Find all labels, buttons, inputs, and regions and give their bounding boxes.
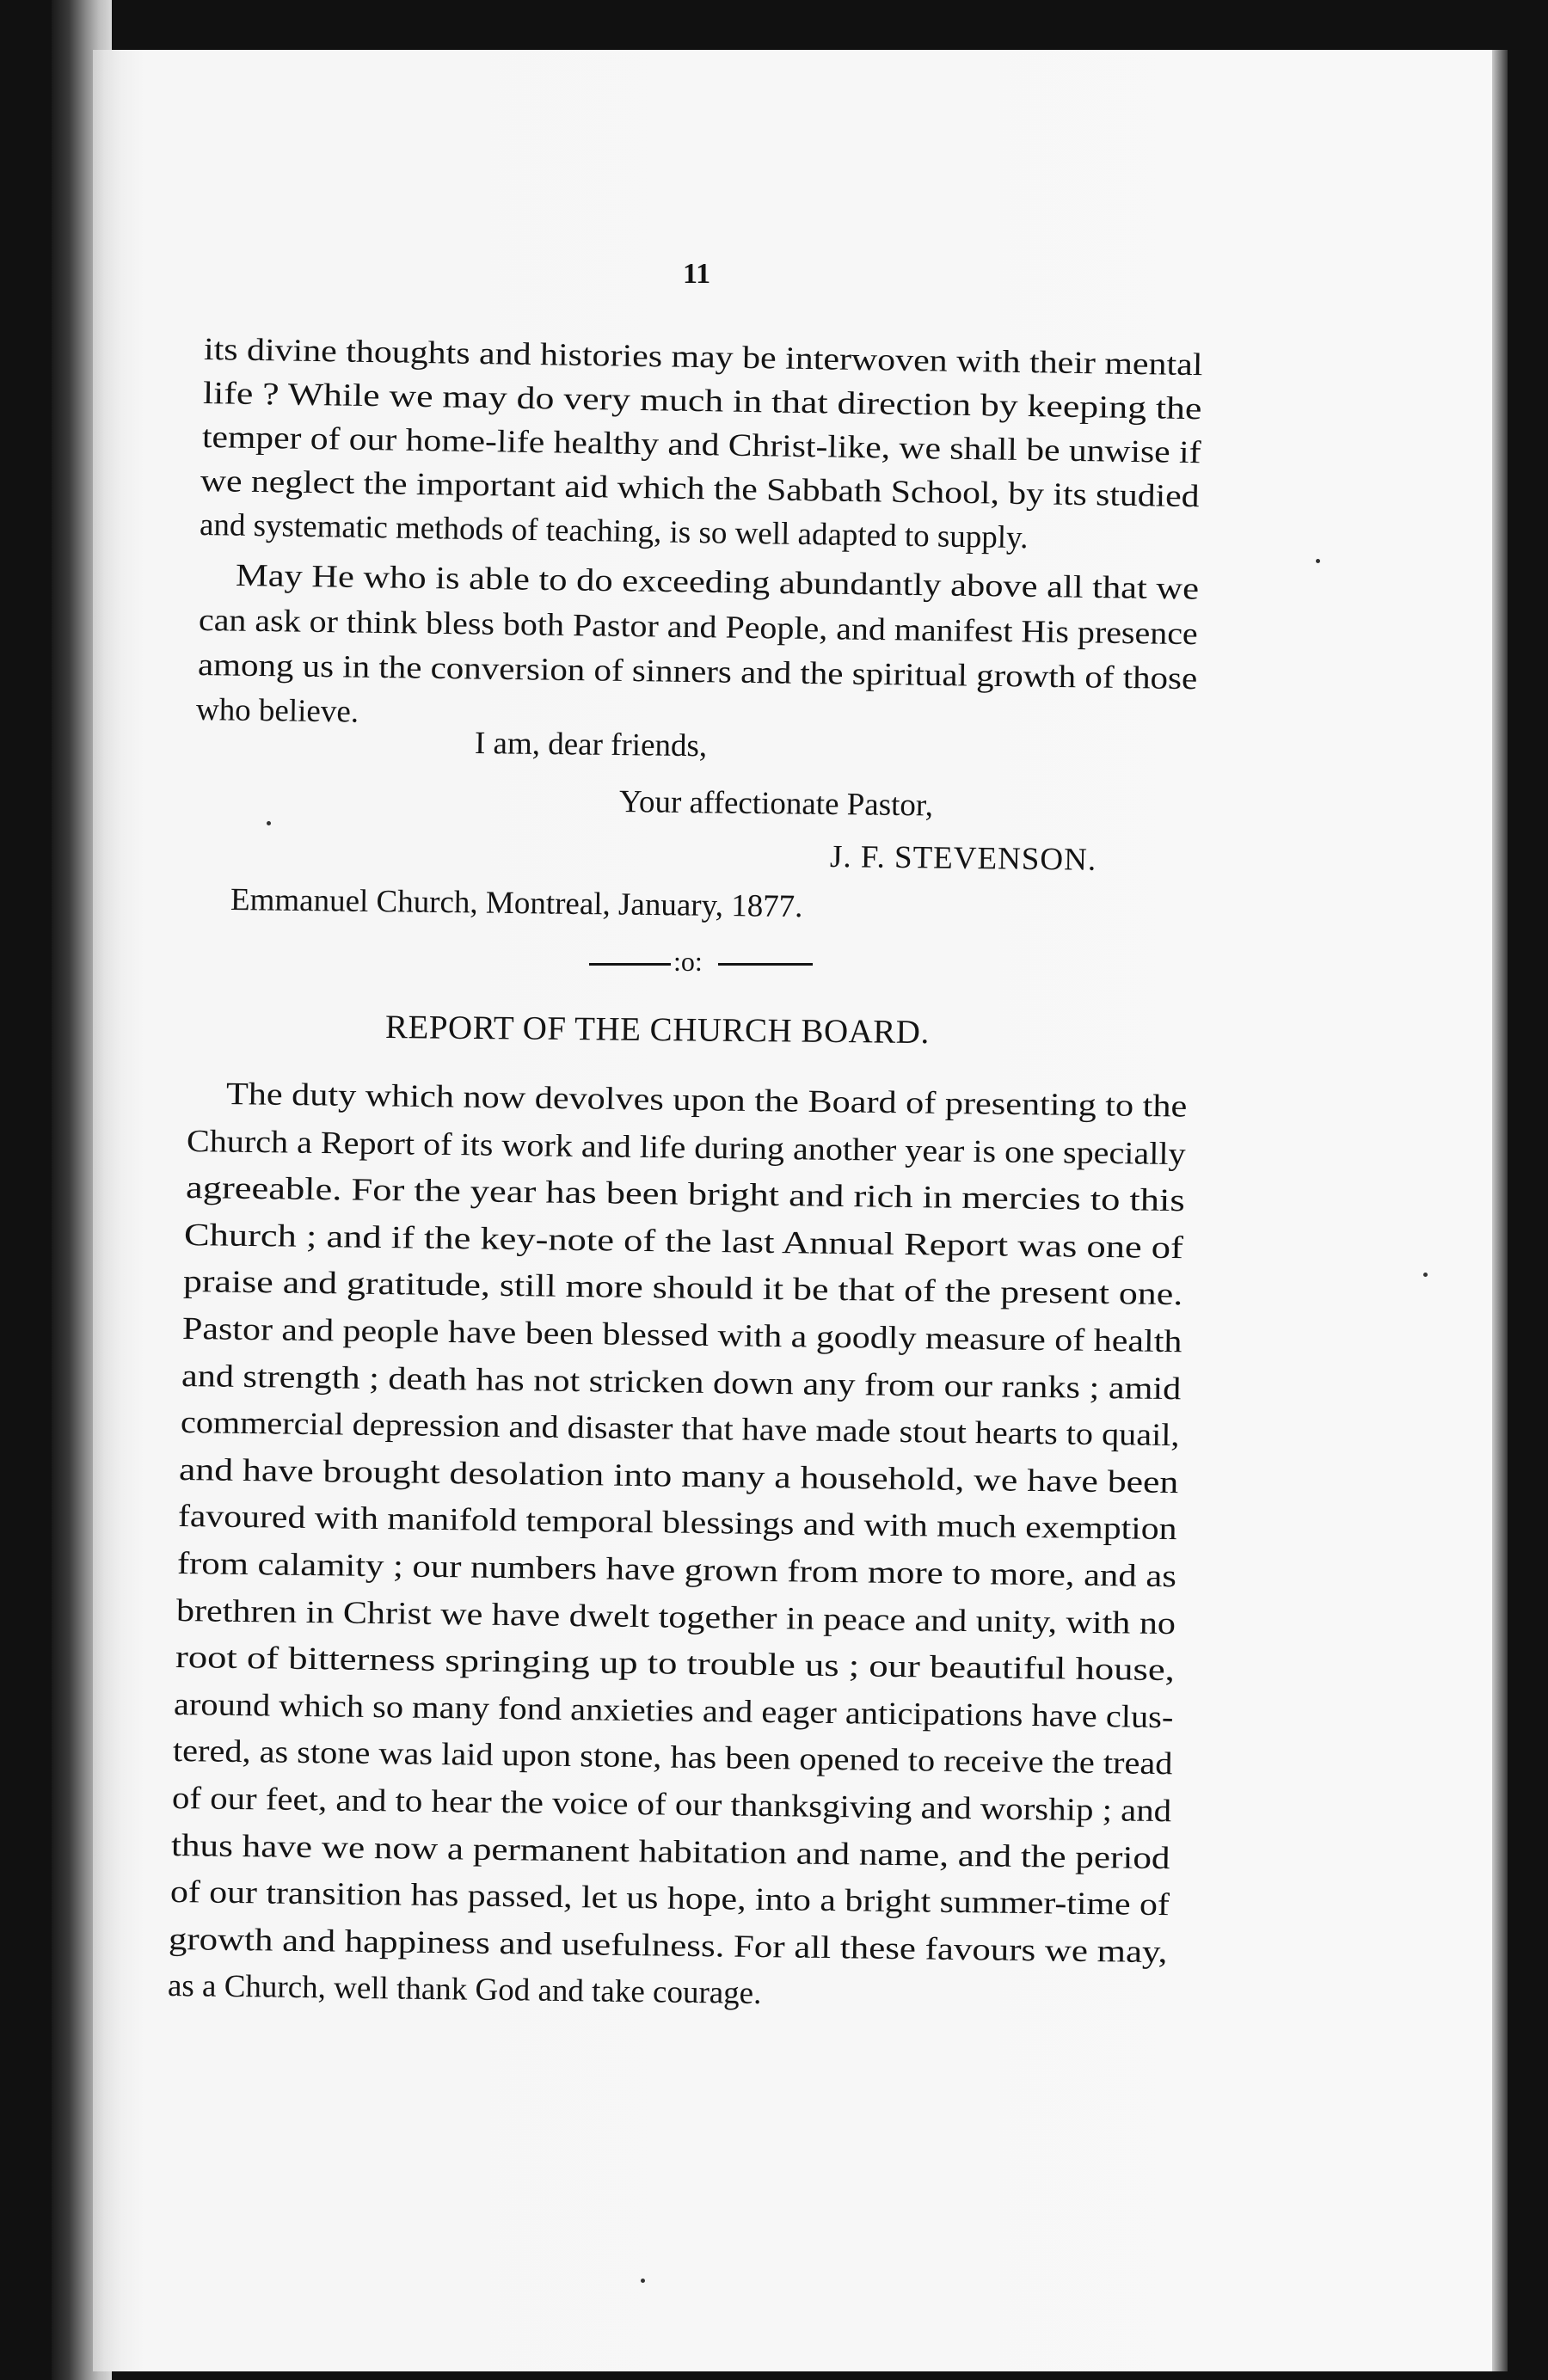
page-number: 11: [683, 258, 711, 290]
text-line: tered, as stone was laid upon stone, has been opened to receive the tread: [172, 1733, 1173, 1782]
text-line: its divine thoughts and histories may be interwoven with their mental: [203, 332, 1203, 383]
text-line: favoured with manifold temporal blessings and with much exemption: [177, 1499, 1177, 1548]
letter-signature: J. F. STEVENSON.: [829, 839, 1097, 878]
text-line: thus have we now a permanent habitation and name, and the period: [170, 1827, 1170, 1876]
text-line: temper of our home-life healthy and Christ-like, we shall be unwise if: [201, 420, 1201, 471]
text-line: and strength ; death has not stricken down any from our ranks ; amid: [181, 1358, 1182, 1407]
text-line: around which so many fond anxieties and eager anticipations have clus-: [174, 1686, 1175, 1736]
text-line: Church a Report of its work and life during another year is one specially: [186, 1123, 1186, 1172]
scan-speck: [641, 2279, 645, 2283]
scan-speck: [1316, 559, 1320, 563]
text-line: root of bitterness springing up to trouble us ; our beautiful house,: [175, 1640, 1175, 1689]
text-line: and have brought desolation into many a household, we have been: [179, 1451, 1179, 1501]
text-line: can ask or think bless both Pastor and People, and manifest His presence: [198, 603, 1198, 653]
text-line: growth and happiness and usefulness. For all these favours we may,: [169, 1921, 1169, 1970]
text-line: of our transition has passed, let us hope, into a bright summer-time of: [169, 1874, 1170, 1923]
letter-valediction: Your affectionate Pastor,: [618, 784, 934, 824]
divider-rule-left: [589, 963, 671, 966]
text-line: who believe.: [196, 692, 359, 730]
text-line: from calamity ; our numbers have grown from more to more, and as: [176, 1546, 1177, 1595]
divider-ornament: :o:: [673, 946, 703, 977]
text-line: praise and gratitude, still more should it be that of the present one.: [182, 1264, 1183, 1313]
section-divider: [589, 946, 813, 980]
report-heading: REPORT OF THE CHURCH BOARD.: [384, 1009, 930, 1052]
text-line: brethren in Christ we have dwelt together in peace and unity, with no: [175, 1592, 1176, 1641]
text-line: commercial depression and disaster that have made stout hearts to quail,: [180, 1405, 1180, 1454]
text-line: among us in the conversion of sinners and the spiritual growth of those: [197, 647, 1198, 697]
scan-speck: [1423, 1273, 1428, 1277]
text-line: agreeable. For the year has been bright and rich in mercies to this: [185, 1170, 1185, 1219]
letter-salutation: I am, dear friends,: [474, 726, 708, 764]
text-line: Church ; and if the key-note of the last Annual Report was one of: [184, 1217, 1184, 1267]
scan-speck: [267, 821, 271, 825]
text-line: of our feet, and to hear the voice of our thanksgiving and worship ; and: [171, 1781, 1172, 1830]
text-line: life ? While we may do very much in that direction by keeping the: [202, 376, 1202, 427]
text-line: we neglect the important aid which the Sabbath School, by its studied: [200, 463, 1201, 515]
page-edge-shadow: [1492, 50, 1508, 2371]
letter-place-date: Emmanuel Church, Montreal, January, 1877.: [230, 882, 803, 925]
text-line: and systematic methods of teaching, is so well adapted to supply.: [199, 507, 1029, 556]
divider-rule-right: [718, 963, 813, 966]
text-line: as a Church, well thank God and take courage.: [167, 1968, 762, 2012]
text-line: May He who is able to do exceeding abundantly above all that we: [235, 558, 1200, 607]
text-line: Pastor and people have been blessed with a goodly measure of health: [181, 1311, 1182, 1360]
text-line: The duty which now devolves upon the Board of presenting to the: [225, 1077, 1188, 1125]
